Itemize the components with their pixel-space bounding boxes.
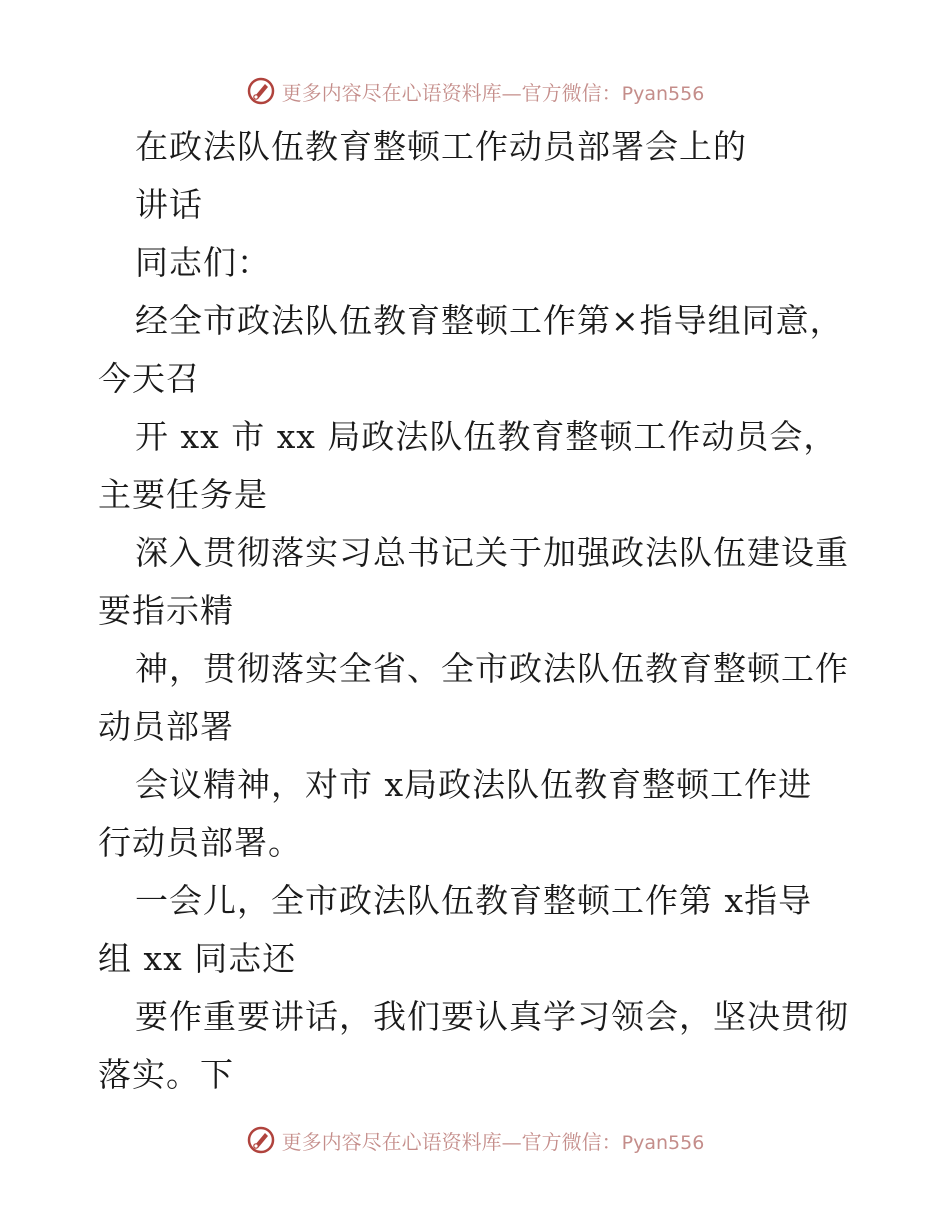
header-banner-label: 更多内容尽在心语资料库—官方微信： bbox=[281, 80, 622, 105]
brand-logo-icon bbox=[246, 1125, 276, 1155]
footer-banner bbox=[0, 1120, 950, 1160]
paragraph-line: 行动员部署。 bbox=[98, 823, 302, 862]
header-banner bbox=[0, 71, 950, 111]
paragraph-line: 开 xx 市 xx 局政法队伍教育整顿工作动员会， bbox=[135, 417, 838, 456]
salutation: 同志们： bbox=[135, 243, 271, 282]
paragraph-line: 动员部署 bbox=[98, 707, 234, 746]
title-line-2: 讲话 bbox=[135, 185, 203, 224]
paragraph-line: 神，贯彻落实全省、全市政法队伍教育整顿工作 bbox=[135, 649, 849, 688]
header-wechat-id: Pyan556 bbox=[621, 82, 705, 105]
paragraph-line: 经全市政法队伍教育整顿工作第×指导组同意， bbox=[135, 301, 844, 340]
footer-banner-label: 更多内容尽在心语资料库—官方微信： bbox=[281, 1129, 622, 1154]
paragraph-line: 要作重要讲话，我们要认真学习领会，坚决贯彻 bbox=[135, 997, 849, 1036]
brand-logo-icon bbox=[246, 76, 276, 106]
paragraph-line: 今天召 bbox=[98, 359, 200, 398]
footer-banner-text bbox=[282, 1126, 705, 1155]
header-banner-text bbox=[282, 77, 705, 106]
footer-wechat-id: Pyan556 bbox=[621, 1131, 705, 1154]
paragraph-line: 落实。下 bbox=[98, 1055, 234, 1094]
paragraph-line: 主要任务是 bbox=[98, 475, 268, 514]
paragraph-line: 一会儿，全市政法队伍教育整顿工作第 x指导 bbox=[135, 881, 813, 920]
paragraph-line: 要指示精 bbox=[98, 591, 234, 630]
paragraph-line: 组 xx 同志还 bbox=[98, 939, 297, 978]
title-line-1: 在政法队伍教育整顿工作动员部署会上的 bbox=[135, 127, 747, 166]
paragraph-line: 会议精神，对市 x局政法队伍教育整顿工作进 bbox=[135, 765, 813, 804]
paragraph-line: 深入贯彻落实习总书记关于加强政法队伍建设重 bbox=[135, 533, 849, 572]
